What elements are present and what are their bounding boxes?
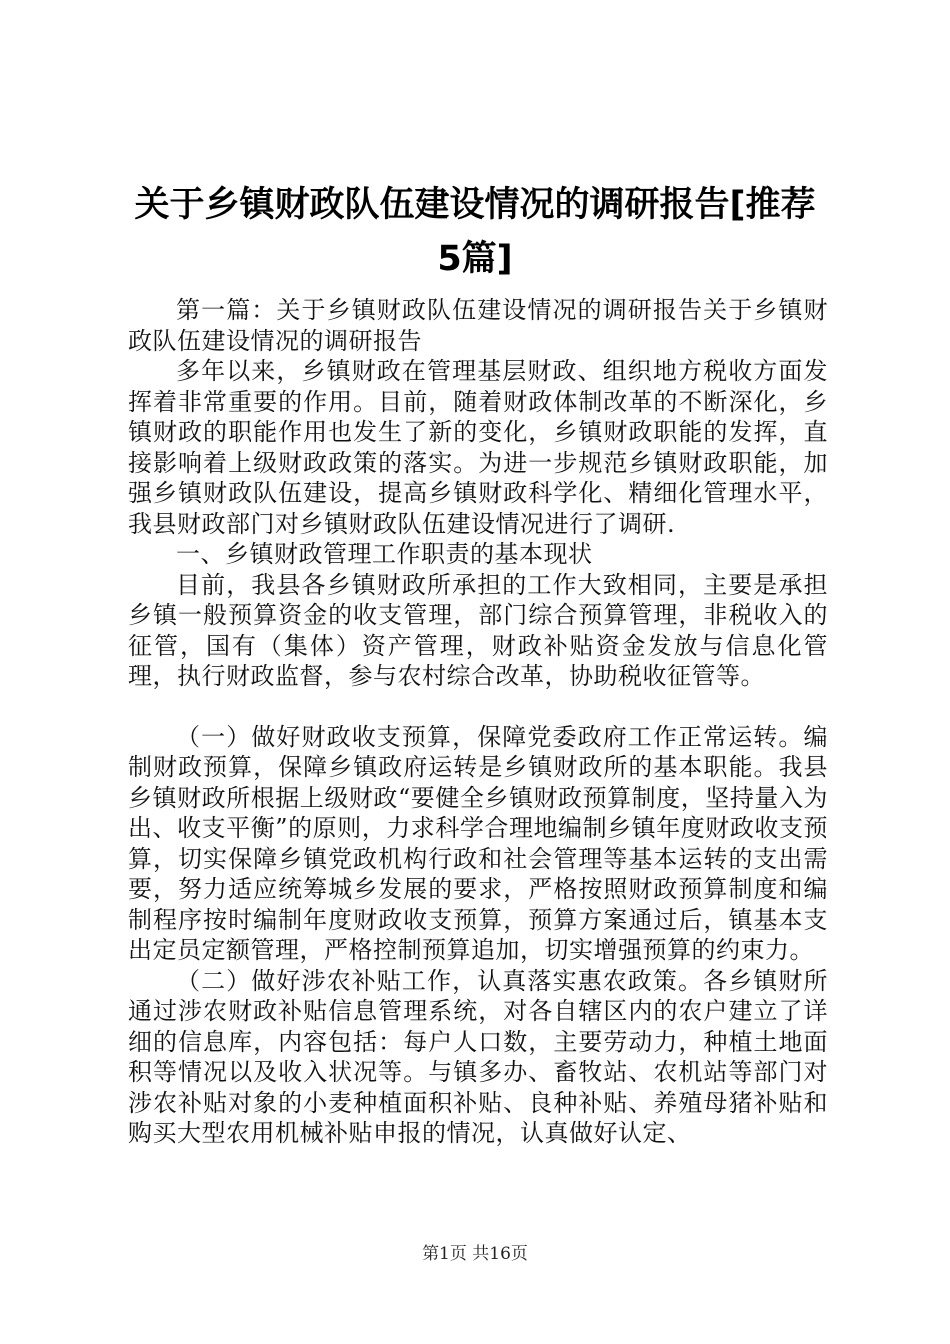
document-body — [128, 295, 828, 1149]
paragraph-item-2: （二）做好涉农补贴工作，认真落实惠农政策。各乡镇财所通过涉农财政补贴信息管理系统，对各自辖区内的农户建立了详细的信息库，内容包括：每户人口数，主要劳动力，种植土地面积等情况以及收入状况等。与镇多办、畜牧站、农机站等部门对涉农补贴对象的小麦种植面积补贴、良种补贴、养殖母猪补贴和购买大型农用机械补贴申报的情况，认真做好认定、 — [128, 966, 828, 1147]
section-heading-1: 一、乡镇财政管理工作职责的基本现状 — [176, 540, 593, 568]
title-line-1: 关于乡镇财政队伍建设情况的调研报告[推荐 — [134, 185, 816, 225]
paragraph-heading-chapter: 第一篇：关于乡镇财政队伍建设情况的调研报告关于乡镇财政队伍建设情况的调研报告 — [128, 296, 828, 355]
paragraph-intro: 多年以来，乡镇财政在管理基层财政、组织地方税收方面发挥着非常重要的作用。目前，随着财政体制改革的不断深化，乡镇财政的职能作用也发生了新的变化，乡镇财政职能的发挥，直接影响着上级财政政策的落实。为进一步规范乡镇财政职能，加强乡镇财政队伍建设，提高乡镇财政科学化、精细化管理水平，我县财政部门对乡镇财政队伍建设情况进行了调研. — [128, 357, 828, 538]
document-title — [110, 178, 840, 286]
page-footer: 第1页 共16页 — [422, 1244, 528, 1264]
title-line-2: 5篇] — [437, 239, 513, 279]
paragraph-duties: 目前，我县各乡镇财政所承担的工作大致相同，主要是承担乡镇一般预算资金的收支管理，部门综合预算管理，非税收入的征管，国有（集体）资产管理，财政补贴资金发放与信息化管理，执行财政监督，参与农村综合改革，协助税收征管等。 — [128, 570, 828, 690]
paragraph-item-1: （一）做好财政收支预算，保障党委政府工作正常运转。编制财政预算，保障乡镇政府运转是乡镇财政所的基本职能。我县乡镇财政所根据上级财政“要健全乡镇财政预算制度，坚持量入为出、收支平衡”的原则，力求科学合理地编制乡镇年度财政收支预算，切实保障乡镇党政机构行政和社会管理等基本运转的支出需要，努力适应统筹城乡发展的要求，严格按照财政预算制度和编制程序按时编制年度财政收支预算，预算方案通过后，镇基本支出定员定额管理，严格控制预算追加，切实增强预算的约束力。 — [128, 722, 828, 964]
